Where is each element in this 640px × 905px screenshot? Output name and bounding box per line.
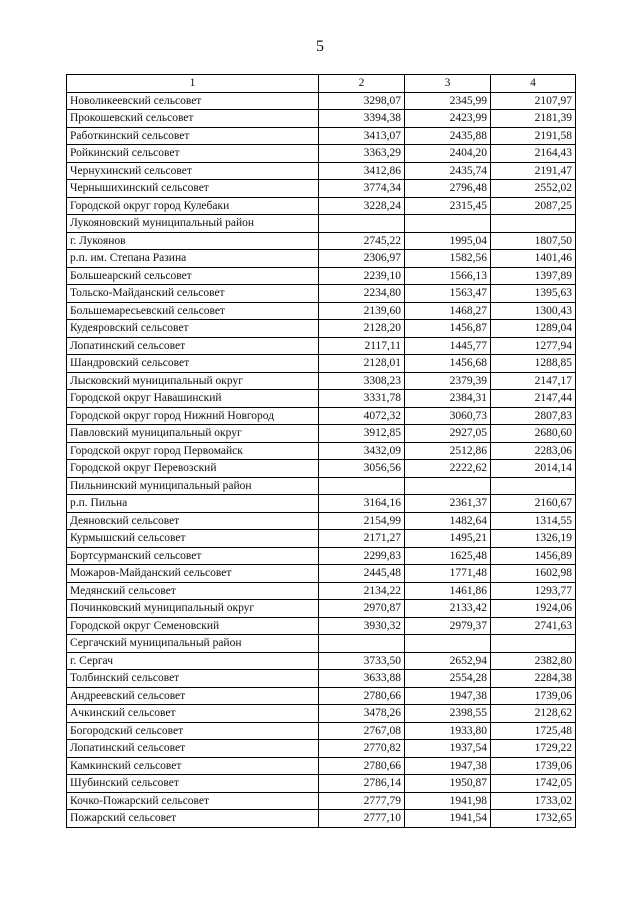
header-row	[67, 75, 576, 93]
value-col2-cell: 2299,83	[319, 547, 405, 565]
value-col4-cell: 1293,77	[491, 582, 576, 600]
row-name-cell: Павловский муниципальный округ	[67, 425, 319, 443]
value-col2-cell: 3733,50	[319, 652, 405, 670]
value-col2-cell: 3056,56	[319, 460, 405, 478]
row-name-cell: Камкинский сельсовет	[67, 757, 319, 775]
value-col2-cell: 2134,22	[319, 582, 405, 600]
table-row	[67, 320, 576, 338]
row-name-cell: Чернухинский сельсовет	[67, 162, 319, 180]
value-col2-cell: 2780,66	[319, 757, 405, 775]
value-col2-cell: 3633,88	[319, 670, 405, 688]
row-name-cell: Сергачский муниципальный район	[67, 635, 319, 653]
page-number: 5	[316, 38, 324, 55]
value-col2-cell: 3298,07	[319, 92, 405, 110]
table-row	[67, 425, 576, 443]
value-col4-cell: 1395,63	[491, 285, 576, 303]
row-name-cell: Лопатинский сельсовет	[67, 337, 319, 355]
value-col3-cell: 1495,21	[405, 530, 491, 548]
value-col4-cell: 1739,06	[491, 757, 576, 775]
value-col3-cell: 2133,42	[405, 600, 491, 618]
table-row	[67, 215, 576, 233]
value-col3-cell: 1456,87	[405, 320, 491, 338]
value-col4-cell: 1456,89	[491, 547, 576, 565]
value-col3-cell: 1937,54	[405, 740, 491, 758]
value-col4-cell: 2382,80	[491, 652, 576, 670]
row-name-cell: Кочко-Пожарский сельсовет	[67, 792, 319, 810]
row-name-cell: Медянский сельсовет	[67, 582, 319, 600]
value-col3-cell: 2384,31	[405, 390, 491, 408]
value-col3-cell: 1771,48	[405, 565, 491, 583]
row-name-cell: Богородский сельсовет	[67, 722, 319, 740]
value-col3-cell: 1582,56	[405, 250, 491, 268]
table-row	[67, 162, 576, 180]
value-col2-cell: 3394,38	[319, 110, 405, 128]
table-row	[67, 302, 576, 320]
row-name-cell: Большемаресьевский сельсовет	[67, 302, 319, 320]
value-col2-cell: 2234,80	[319, 285, 405, 303]
value-col3-cell: 2222,62	[405, 460, 491, 478]
value-col4-cell: 2160,67	[491, 495, 576, 513]
value-col4-cell	[491, 477, 576, 495]
value-col3-cell: 2652,94	[405, 652, 491, 670]
value-col2-cell: 2154,99	[319, 512, 405, 530]
row-name-cell: Андреевский сельсовет	[67, 687, 319, 705]
value-col2-cell: 3774,34	[319, 180, 405, 198]
value-col2-cell: 2970,87	[319, 600, 405, 618]
value-col2-cell: 2239,10	[319, 267, 405, 285]
table-row	[67, 547, 576, 565]
row-name-cell: Городской округ Перевозский	[67, 460, 319, 478]
value-col3-cell: 1950,87	[405, 775, 491, 793]
value-col4-cell: 2283,06	[491, 442, 576, 460]
value-col4-cell: 1602,98	[491, 565, 576, 583]
table-row	[67, 355, 576, 373]
value-col4-cell: 2147,17	[491, 372, 576, 390]
table-row	[67, 267, 576, 285]
value-col3-cell: 1941,98	[405, 792, 491, 810]
table-row	[67, 250, 576, 268]
value-col3-cell: 2404,20	[405, 145, 491, 163]
table-row	[67, 110, 576, 128]
value-col4-cell: 1277,94	[491, 337, 576, 355]
value-col4-cell	[491, 635, 576, 653]
value-col3-cell: 2796,48	[405, 180, 491, 198]
value-col3-cell	[405, 215, 491, 233]
row-name-cell: Пильнинский муниципальный район	[67, 477, 319, 495]
value-col3-cell: 2435,88	[405, 127, 491, 145]
value-col2-cell	[319, 477, 405, 495]
value-col2-cell: 2745,22	[319, 232, 405, 250]
value-col2-cell: 2117,11	[319, 337, 405, 355]
row-name-cell: Можаров-Майданский сельсовет	[67, 565, 319, 583]
value-col3-cell: 2315,45	[405, 197, 491, 215]
table-row	[67, 232, 576, 250]
value-col4-cell: 2741,63	[491, 617, 576, 635]
value-col2-cell: 2770,82	[319, 740, 405, 758]
table-row	[67, 810, 576, 828]
table-row	[67, 477, 576, 495]
column-header: 4	[491, 75, 576, 93]
row-name-cell: г. Сергач	[67, 652, 319, 670]
row-name-cell: Новоликеевский сельсовет	[67, 92, 319, 110]
table-row	[67, 617, 576, 635]
value-col2-cell: 2777,10	[319, 810, 405, 828]
table-row	[67, 635, 576, 653]
value-col4-cell: 2552,02	[491, 180, 576, 198]
row-name-cell: Бортсурманский сельсовет	[67, 547, 319, 565]
table-row	[67, 407, 576, 425]
row-name-cell: Курмышский сельсовет	[67, 530, 319, 548]
row-name-cell: Городской округ город Нижний Новгород	[67, 407, 319, 425]
value-col3-cell: 1566,13	[405, 267, 491, 285]
value-col3-cell: 1456,68	[405, 355, 491, 373]
value-col2-cell: 4072,32	[319, 407, 405, 425]
value-col2-cell: 3432,09	[319, 442, 405, 460]
value-col2-cell: 2171,27	[319, 530, 405, 548]
row-name-cell: р.п. Пильна	[67, 495, 319, 513]
value-col4-cell: 2128,62	[491, 705, 576, 723]
value-col2-cell	[319, 635, 405, 653]
value-col4-cell: 2087,25	[491, 197, 576, 215]
value-col2-cell	[319, 215, 405, 233]
row-name-cell: Работкинский сельсовет	[67, 127, 319, 145]
value-col2-cell: 3478,26	[319, 705, 405, 723]
value-col2-cell: 3363,29	[319, 145, 405, 163]
value-col4-cell: 1732,65	[491, 810, 576, 828]
value-col3-cell: 1482,64	[405, 512, 491, 530]
value-col3-cell: 1625,48	[405, 547, 491, 565]
value-col4-cell: 1739,06	[491, 687, 576, 705]
data-table	[66, 74, 576, 828]
value-col2-cell: 2128,20	[319, 320, 405, 338]
row-name-cell: Тольско-Майданский сельсовет	[67, 285, 319, 303]
value-col2-cell: 3164,16	[319, 495, 405, 513]
table-row	[67, 495, 576, 513]
value-col4-cell: 2164,43	[491, 145, 576, 163]
value-col4-cell: 2191,47	[491, 162, 576, 180]
value-col2-cell: 2777,79	[319, 792, 405, 810]
table-row	[67, 670, 576, 688]
table-row	[67, 372, 576, 390]
value-col2-cell: 2128,01	[319, 355, 405, 373]
row-name-cell: р.п. им. Степана Разина	[67, 250, 319, 268]
row-name-cell: Кудеяровский сельсовет	[67, 320, 319, 338]
value-col2-cell: 3228,24	[319, 197, 405, 215]
value-col4-cell	[491, 215, 576, 233]
value-col3-cell: 2979,37	[405, 617, 491, 635]
value-col4-cell: 2147,44	[491, 390, 576, 408]
column-header: 1	[67, 75, 319, 93]
value-col3-cell	[405, 477, 491, 495]
table-row	[67, 285, 576, 303]
table-row	[67, 180, 576, 198]
value-col2-cell: 3412,86	[319, 162, 405, 180]
value-col4-cell: 2107,97	[491, 92, 576, 110]
row-name-cell: Шандровский сельсовет	[67, 355, 319, 373]
value-col4-cell: 2680,60	[491, 425, 576, 443]
row-name-cell: Городской округ Навашинский	[67, 390, 319, 408]
value-col2-cell: 2306,97	[319, 250, 405, 268]
table-row	[67, 460, 576, 478]
table-row	[67, 652, 576, 670]
value-col4-cell: 2284,38	[491, 670, 576, 688]
table-row	[67, 775, 576, 793]
value-col2-cell: 3912,85	[319, 425, 405, 443]
table-row	[67, 197, 576, 215]
value-col4-cell: 1397,89	[491, 267, 576, 285]
row-name-cell: Лукояновский муниципальный район	[67, 215, 319, 233]
value-col2-cell: 2767,08	[319, 722, 405, 740]
value-col2-cell: 2139,60	[319, 302, 405, 320]
value-col2-cell: 2786,14	[319, 775, 405, 793]
table-row	[67, 565, 576, 583]
row-name-cell: Пожарский сельсовет	[67, 810, 319, 828]
value-col3-cell: 1445,77	[405, 337, 491, 355]
table-row	[67, 740, 576, 758]
value-col4-cell: 1729,22	[491, 740, 576, 758]
value-col4-cell: 2014,14	[491, 460, 576, 478]
value-col4-cell: 1289,04	[491, 320, 576, 338]
row-name-cell: Большеарский сельсовет	[67, 267, 319, 285]
value-col2-cell: 3413,07	[319, 127, 405, 145]
row-name-cell: Ачкинский сельсовет	[67, 705, 319, 723]
table-row	[67, 127, 576, 145]
value-col3-cell: 1941,54	[405, 810, 491, 828]
value-col3-cell: 1468,27	[405, 302, 491, 320]
table-row	[67, 582, 576, 600]
table-row	[67, 722, 576, 740]
table-row	[67, 530, 576, 548]
table-row	[67, 145, 576, 163]
value-col3-cell: 3060,73	[405, 407, 491, 425]
row-name-cell: Толбинский сельсовет	[67, 670, 319, 688]
value-col4-cell: 2181,39	[491, 110, 576, 128]
row-name-cell: Лопатинский сельсовет	[67, 740, 319, 758]
table-row	[67, 92, 576, 110]
table-row	[67, 512, 576, 530]
value-col3-cell: 2379,39	[405, 372, 491, 390]
table-row	[67, 442, 576, 460]
table-row	[67, 792, 576, 810]
value-col3-cell: 2361,37	[405, 495, 491, 513]
row-name-cell: Деяновский сельсовет	[67, 512, 319, 530]
row-name-cell: Городской округ Семеновский	[67, 617, 319, 635]
value-col4-cell: 1300,43	[491, 302, 576, 320]
value-col2-cell: 3331,78	[319, 390, 405, 408]
row-name-cell: Починковский муниципальный округ	[67, 600, 319, 618]
table-row	[67, 757, 576, 775]
value-col3-cell: 2554,28	[405, 670, 491, 688]
value-col3-cell: 2423,99	[405, 110, 491, 128]
row-name-cell: Прокошевский сельсовет	[67, 110, 319, 128]
value-col3-cell: 2435,74	[405, 162, 491, 180]
value-col4-cell: 1924,06	[491, 600, 576, 618]
column-header: 3	[405, 75, 491, 93]
value-col4-cell: 2191,58	[491, 127, 576, 145]
row-name-cell: Городской округ город Кулебаки	[67, 197, 319, 215]
value-col2-cell: 3930,32	[319, 617, 405, 635]
column-header: 2	[319, 75, 405, 93]
value-col4-cell: 1314,55	[491, 512, 576, 530]
row-name-cell: Ройкинский сельсовет	[67, 145, 319, 163]
table-row	[67, 687, 576, 705]
row-name-cell: Чернышихинский сельсовет	[67, 180, 319, 198]
row-name-cell: Лысковский муниципальный округ	[67, 372, 319, 390]
value-col3-cell	[405, 635, 491, 653]
value-col2-cell: 2445,48	[319, 565, 405, 583]
value-col2-cell: 2780,66	[319, 687, 405, 705]
value-col4-cell: 2807,83	[491, 407, 576, 425]
value-col3-cell: 2927,05	[405, 425, 491, 443]
table-row	[67, 390, 576, 408]
value-col3-cell: 1563,47	[405, 285, 491, 303]
row-name-cell: Шубинский сельсовет	[67, 775, 319, 793]
value-col4-cell: 1807,50	[491, 232, 576, 250]
value-col4-cell: 1733,02	[491, 792, 576, 810]
value-col3-cell: 1947,38	[405, 687, 491, 705]
value-col3-cell: 2345,99	[405, 92, 491, 110]
value-col4-cell: 1326,19	[491, 530, 576, 548]
value-col3-cell: 1947,38	[405, 757, 491, 775]
row-name-cell: Городской округ город Первомайск	[67, 442, 319, 460]
value-col3-cell: 2398,55	[405, 705, 491, 723]
value-col3-cell: 1461,86	[405, 582, 491, 600]
value-col4-cell: 1742,05	[491, 775, 576, 793]
value-col3-cell: 2512,86	[405, 442, 491, 460]
value-col4-cell: 1725,48	[491, 722, 576, 740]
value-col4-cell: 1401,46	[491, 250, 576, 268]
table-row	[67, 705, 576, 723]
table-row	[67, 337, 576, 355]
value-col3-cell: 1995,04	[405, 232, 491, 250]
row-name-cell: г. Лукоянов	[67, 232, 319, 250]
value-col3-cell: 1933,80	[405, 722, 491, 740]
table-row	[67, 600, 576, 618]
value-col2-cell: 3308,23	[319, 372, 405, 390]
value-col4-cell: 1288,85	[491, 355, 576, 373]
